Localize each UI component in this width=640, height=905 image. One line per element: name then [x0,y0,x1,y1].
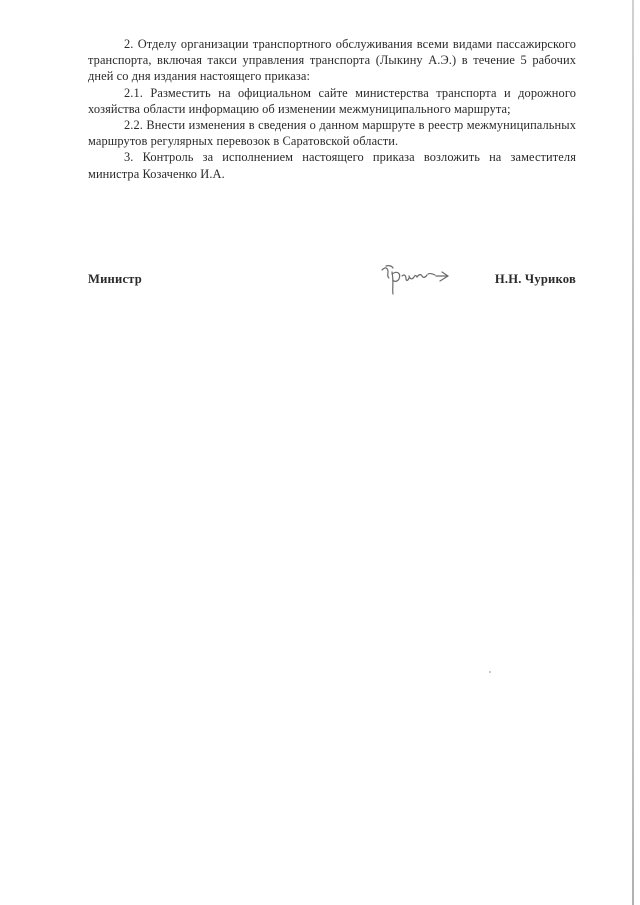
scan-speck [489,671,491,673]
paragraph-item-3: 3. Контроль за исполнением настоящего приказа возложить на заместителя министра Козаченко И.А. [88,150,576,181]
paragraph-item-2: 2. Отделу организации транспортного обслуживания всеми видами пассажирского транспорта, включая такси управления транспорта (Лыкину А.Э.) в течение 5 рабочих дней со дня издания настоящего приказа: [88,37,576,84]
scan-edge-line [632,0,634,905]
signatory-name: Н.Н. Чуриков [494,272,576,286]
handwritten-signature [378,262,474,296]
order-body [88,36,576,182]
paragraph-item-2-1: 2.1. Разместить на официальном сайте министерства транспорта и дорожного хозяйства области информацию об изменении межмуниципального маршрута; [88,85,576,116]
signature-block [88,262,576,298]
paragraph-item-2-2: 2.2. Внести изменения в сведения о данном маршруте в реестр межмуниципальных маршрутов регулярных перевозок в Саратовской области. [88,118,576,149]
signatory-title: Министр [88,272,142,286]
